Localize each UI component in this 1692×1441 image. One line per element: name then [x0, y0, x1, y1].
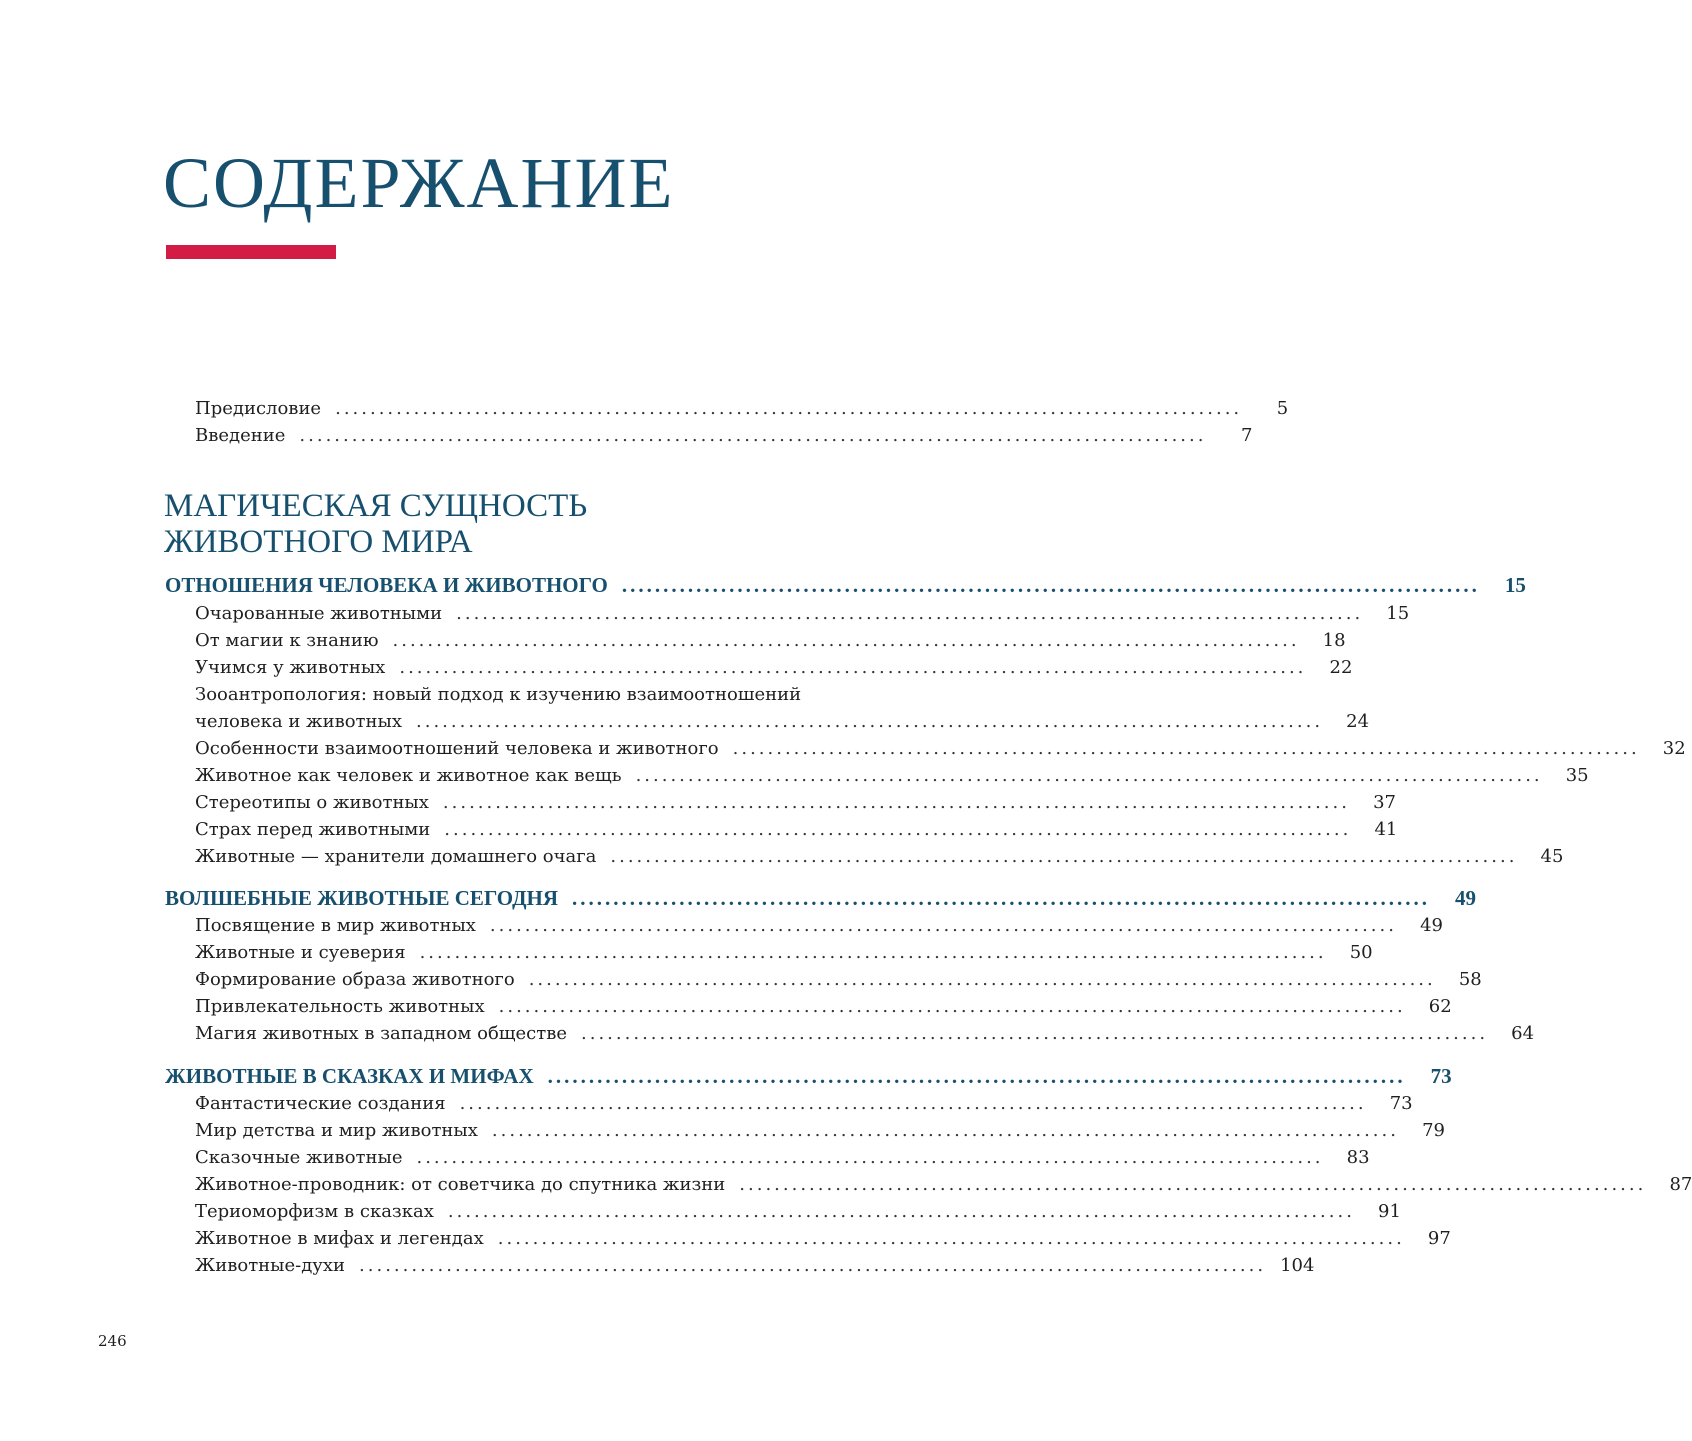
toc-entry-label: Животное как человек и животное как вещь: [195, 765, 622, 786]
toc-entry-page: 64: [1511, 1023, 1535, 1044]
toc-entry[interactable]: [195, 789, 1396, 816]
toc-entry-first-line[interactable]: [195, 681, 865, 708]
part-title-line: ЖИВОТНОГО МИРА: [164, 524, 473, 560]
dot-leader: ........................................................................................................: [610, 846, 1518, 867]
toc-entry[interactable]: [195, 1144, 1370, 1171]
toc-entry[interactable]: [195, 843, 1564, 870]
page-title: СОДЕРЖАНИЕ: [163, 143, 675, 223]
toc-entry-label: От магии к знанию: [195, 630, 379, 651]
toc-entry-preface[interactable]: [195, 395, 1289, 422]
toc-entry-label: Животные и суеверия: [195, 942, 406, 963]
dot-leader: ........................................................................................................: [547, 1064, 1406, 1088]
toc-entry-label: Посвящение в мир животных: [195, 915, 476, 936]
dot-leader: ........................................................................................................: [491, 1120, 1399, 1141]
toc-entry-label: Особенности взаимоотношений человека и животного: [195, 738, 719, 759]
dot-leader: ........................................................................................................: [635, 765, 1543, 786]
dot-leader: ........................................................................................................: [528, 969, 1436, 990]
toc-entry-label: Очарованные животными: [195, 603, 443, 624]
toc-entry-label: Мир детства и мир животных: [195, 1120, 478, 1141]
toc-entry[interactable]: [195, 1171, 1692, 1198]
dot-leader: ........................................................................................................: [442, 792, 1350, 813]
toc-chapter[interactable]: [165, 1063, 1452, 1090]
toc-entry-page: 97: [1427, 1228, 1451, 1249]
toc-entry[interactable]: [195, 600, 1410, 627]
toc-entry-label: Страх перед животными: [195, 819, 431, 840]
toc-entry-page: 50: [1349, 942, 1373, 963]
toc-entry-label: Териоморфизм в сказках: [195, 1201, 434, 1222]
dot-leader: ........................................................................................................: [392, 630, 1300, 651]
toc-chapter-label: ОТНОШЕНИЯ ЧЕЛОВЕКА И ЖИВОТНОГО: [165, 573, 608, 597]
toc-entry-page: 73: [1389, 1093, 1413, 1114]
page-number: 246: [98, 1332, 127, 1350]
dot-leader: ........................................................................................................: [489, 915, 1397, 936]
toc-entry-label: Зооантропология: новый подход к изучению взаимоотношений: [195, 684, 802, 705]
title-accent-rule: [166, 245, 336, 259]
dot-leader: ........................................................................................................: [416, 1147, 1324, 1168]
toc-entry-page: 22: [1329, 657, 1353, 678]
toc-entry-page: 91: [1378, 1201, 1401, 1222]
toc-entry[interactable]: [195, 708, 1370, 735]
dot-leader: ........................................................................................................: [447, 1201, 1355, 1222]
toc-entry-label: Привлекательность животных: [195, 996, 485, 1017]
toc-entry-label: Формирование образа животного: [195, 969, 515, 990]
toc-entry[interactable]: [195, 1225, 1451, 1252]
toc-entry-page: 5: [1276, 398, 1289, 419]
toc-entry[interactable]: [195, 939, 1373, 966]
toc-entry-page: 83: [1346, 1147, 1370, 1168]
dot-leader: ........................................................................................................: [732, 738, 1640, 759]
toc-chapter[interactable]: [165, 572, 1526, 599]
toc-entry[interactable]: [195, 762, 1589, 789]
toc-entry[interactable]: [195, 912, 1443, 939]
dot-leader: ........................................................................................................: [497, 1228, 1405, 1249]
toc-chapter-page: 15: [1504, 573, 1526, 597]
toc-entry-label: Животные — хранители домашнего очага: [195, 846, 597, 867]
dot-leader: ........................................................................................................: [399, 657, 1307, 678]
toc-entry-page: 58: [1458, 969, 1482, 990]
dot-leader: ........................................................................................................: [444, 819, 1352, 840]
dot-leader: ........................................................................................................: [419, 942, 1327, 963]
toc-entry-label: Животное-проводник: от советчика до спутника жизни: [195, 1174, 726, 1195]
toc-entry-label-continued: человека и животных: [195, 711, 402, 732]
toc-entry-label: Животные-духи: [195, 1255, 346, 1276]
toc-entry[interactable]: [195, 966, 1482, 993]
dot-leader: ........................................................................................................: [581, 1023, 1489, 1044]
toc-entry[interactable]: [195, 1252, 1315, 1279]
toc-entry-page: 45: [1540, 846, 1564, 867]
toc-entry-page: 41: [1374, 819, 1398, 840]
dot-leader: ........................................................................................................: [416, 711, 1324, 732]
toc-entry-label: Стереотипы о животных: [195, 792, 429, 813]
dot-leader: ........................................................................................................: [456, 603, 1364, 624]
toc-entry-page: 37: [1373, 792, 1396, 813]
toc-entry[interactable]: [195, 1198, 1401, 1225]
toc-entry-page: 49: [1420, 915, 1443, 936]
dot-leader: ........................................................................................................: [621, 573, 1480, 597]
toc-entry[interactable]: [195, 816, 1398, 843]
toc-entry-page: 24: [1346, 711, 1370, 732]
toc-chapter-page: 49: [1455, 886, 1477, 910]
toc-entry[interactable]: [195, 1020, 1535, 1047]
toc-entry[interactable]: [195, 1090, 1413, 1117]
toc-entry-label: Животное в мифах и легендах: [195, 1228, 484, 1249]
toc-entry-page: 62: [1428, 996, 1452, 1017]
toc-entry-label: Фантастические создания: [195, 1093, 446, 1114]
dot-leader: ........................................................................................................: [299, 425, 1207, 446]
toc-entry-page: 87: [1669, 1174, 1692, 1195]
part-title-line: МАГИЧЕСКАЯ СУЩНОСТЬ: [164, 488, 588, 524]
toc-entry[interactable]: [195, 993, 1452, 1020]
toc-entry-page: 35: [1565, 765, 1589, 786]
part-title: [164, 488, 587, 560]
dot-leader: ........................................................................................................: [572, 886, 1431, 910]
toc-entry[interactable]: [195, 654, 1353, 681]
dot-leader: ........................................................................................................: [359, 1255, 1267, 1276]
toc-entry-page: 32: [1662, 738, 1686, 759]
toc-entry-page: 7: [1241, 425, 1253, 446]
toc-entry-label: Предисловие: [195, 398, 322, 419]
toc-chapter-label: ЖИВОТНЫЕ В СКАЗКАХ И МИФАХ: [165, 1064, 534, 1088]
toc-entry-introduction[interactable]: [195, 422, 1253, 449]
toc-entry-page: 18: [1322, 630, 1346, 651]
toc-entry-page: 15: [1386, 603, 1410, 624]
toc-entry[interactable]: [195, 735, 1686, 762]
toc-entry-label: Учимся у животных: [195, 657, 386, 678]
toc-entry-label: Магия животных в западном обществе: [195, 1023, 568, 1044]
dot-leader: ........................................................................................................: [498, 996, 1406, 1017]
dot-leader: ........................................................................................................: [459, 1093, 1367, 1114]
toc-chapter[interactable]: [165, 885, 1477, 912]
dot-leader: ........................................................................................................: [739, 1174, 1647, 1195]
toc-entry-page: 104: [1280, 1255, 1315, 1276]
toc-entry[interactable]: [195, 627, 1346, 654]
toc-entry-label: Сказочные животные: [195, 1147, 403, 1168]
toc-chapter-page: 73: [1430, 1064, 1452, 1088]
toc-entry-label: Введение: [195, 425, 286, 446]
toc-chapter-label: ВОЛШЕБНЫЕ ЖИВОТНЫЕ СЕГОДНЯ: [165, 886, 559, 910]
toc-entry-page: 79: [1422, 1120, 1445, 1141]
toc-entry[interactable]: [195, 1117, 1445, 1144]
dot-leader: ........................................................................................................: [335, 398, 1243, 419]
